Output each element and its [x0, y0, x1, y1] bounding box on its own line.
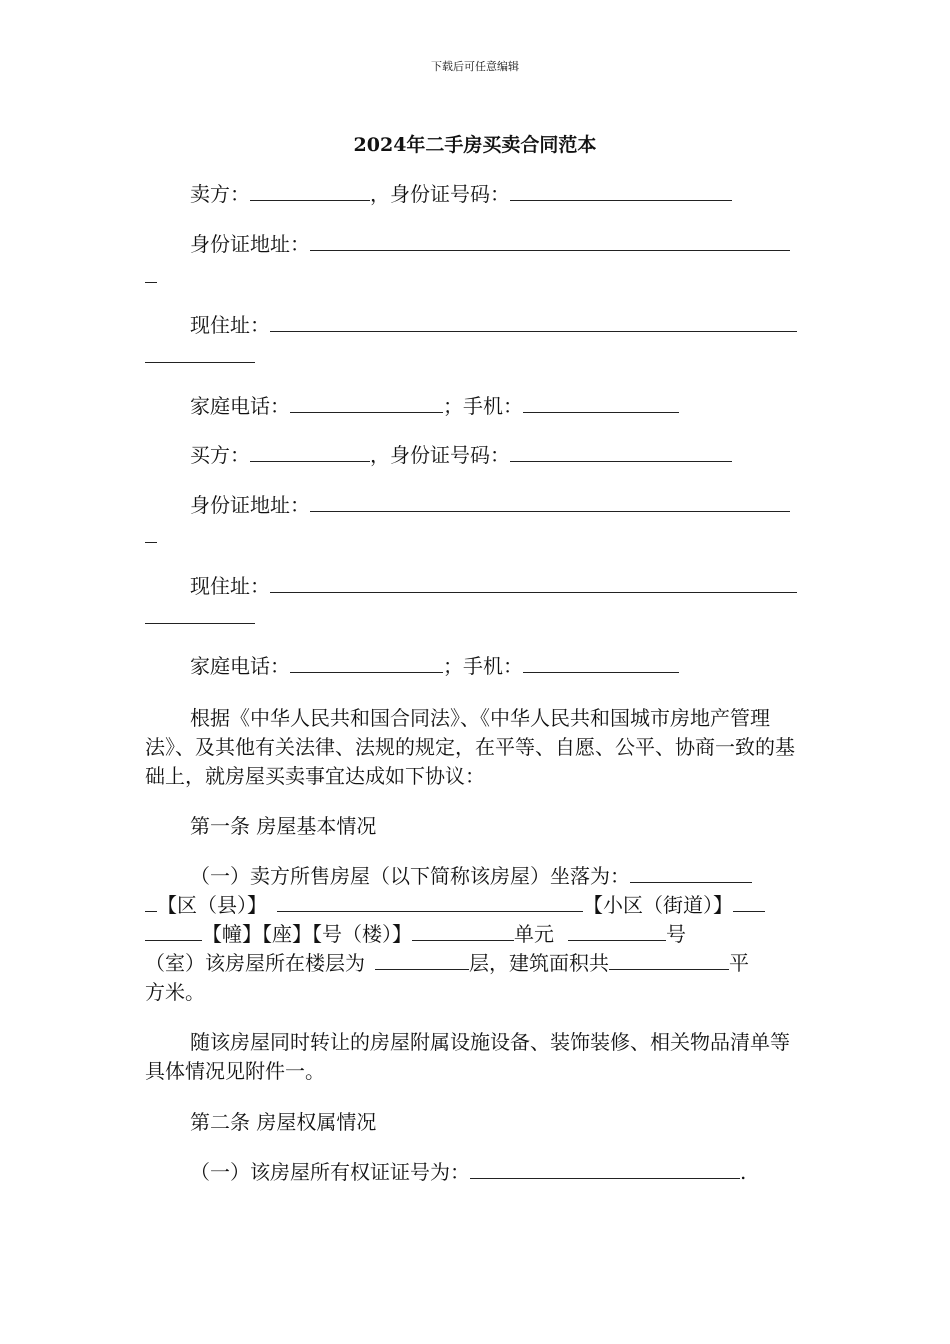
- buyer-mobile-blank[interactable]: [523, 652, 679, 673]
- seller-id-label: ，身份证号码：: [370, 182, 510, 206]
- seller-id-address-label: 身份证地址：: [190, 232, 310, 256]
- attachments-paragraph: 随该房屋同时转让的房屋附属设施设备、装饰装修、相关物品清单等具体情况见附件一。: [145, 1030, 790, 1083]
- seller-current-address-blank[interactable]: [270, 311, 797, 332]
- buyer-current-address-line: [190, 572, 850, 601]
- article2-item1-line: [190, 1158, 850, 1187]
- buyer-current-address-blank-cont[interactable]: [145, 603, 255, 624]
- seller-phone-line: [190, 392, 850, 421]
- building-label: 【幢】【座】【号（楼）】: [202, 922, 412, 946]
- seller-id-address-blank-cont[interactable]: [145, 262, 157, 283]
- buyer-home-phone-blank[interactable]: [290, 652, 443, 673]
- area-unit-tail: 平: [729, 951, 749, 975]
- buyer-mobile-label: ；手机：: [443, 654, 523, 678]
- community-blank-cont[interactable]: [145, 920, 202, 941]
- document-title: 2024年二手房买卖合同范本: [353, 134, 597, 156]
- seller-current-address-label: 现住址：: [190, 313, 270, 337]
- seller-label: 卖方：: [190, 182, 250, 206]
- buyer-name-blank[interactable]: [250, 441, 370, 462]
- buyer-phone-line: [190, 652, 850, 681]
- area-unit-line2: 方米。: [145, 980, 205, 1004]
- number-label: 号: [666, 922, 686, 946]
- seller-id-blank[interactable]: [510, 180, 732, 201]
- seller-name-blank[interactable]: [250, 180, 370, 201]
- buyer-line: [190, 441, 850, 470]
- seller-home-phone-label: 家庭电话：: [190, 394, 290, 418]
- intro-paragraph: 根据《中华人民共和国合同法》、《中华人民共和国城市房地产管理法》、及其他有关法律、法规的规定，在平等、自愿、公平、协商一致的基础上，就房屋买卖事宜达成如下协议：: [145, 706, 795, 788]
- buyer-current-address-label: 现住址：: [190, 574, 270, 598]
- floor-area-label: 层，建筑面积共: [469, 951, 609, 975]
- seller-current-address-blank-cont[interactable]: [145, 342, 255, 363]
- buyer-id-address-blank[interactable]: [310, 491, 790, 512]
- location-blank[interactable]: [630, 862, 752, 883]
- article2-heading: 第二条 房屋权属情况: [190, 1110, 377, 1134]
- buyer-id-address-line: [190, 491, 850, 520]
- seller-mobile-label: ；手机：: [443, 394, 523, 418]
- seller-current-address-line: [190, 311, 850, 340]
- community-blank[interactable]: [733, 891, 765, 912]
- unit-label: 单元: [514, 922, 554, 946]
- unit-blank[interactable]: [568, 920, 666, 941]
- floor-blank[interactable]: [375, 949, 469, 970]
- article2-item1-label: （一）该房屋所有权证证号为：: [190, 1160, 470, 1184]
- buyer-current-address-blank[interactable]: [270, 572, 797, 593]
- district-blank[interactable]: [277, 891, 583, 912]
- buyer-id-address-blank-cont[interactable]: [145, 522, 157, 543]
- community-label: 【小区（街道）】: [583, 893, 733, 917]
- article2-item1-end: .: [740, 1160, 747, 1184]
- location-blank-cont[interactable]: [145, 891, 157, 912]
- seller-id-address-cont: [145, 262, 805, 291]
- buyer-id-address-cont: [145, 522, 805, 551]
- header-note: 下载后可任意编辑: [431, 60, 519, 73]
- room-floor-label: （室）该房屋所在楼层为: [145, 951, 365, 975]
- buyer-home-phone-label: 家庭电话：: [190, 654, 290, 678]
- building-blank[interactable]: [412, 920, 514, 941]
- district-label: 【区（县）】: [157, 893, 267, 917]
- seller-home-phone-blank[interactable]: [290, 392, 443, 413]
- certificate-number-blank[interactable]: [470, 1158, 740, 1179]
- article1-item1-line3: [145, 920, 805, 949]
- article1-item1-line4: [145, 949, 805, 978]
- seller-line: [190, 180, 850, 209]
- buyer-id-address-label: 身份证地址：: [190, 493, 310, 517]
- area-blank[interactable]: [609, 949, 729, 970]
- seller-id-address-line: [190, 230, 850, 259]
- seller-current-address-cont: [145, 342, 805, 371]
- buyer-label: 买方：: [190, 443, 250, 467]
- article1-item1-intro: （一）卖方所售房屋（以下简称该房屋）坐落为：: [190, 864, 630, 888]
- seller-mobile-blank[interactable]: [523, 392, 679, 413]
- seller-id-address-blank[interactable]: [310, 230, 790, 251]
- article1-item1-line1: [190, 862, 850, 891]
- article1-heading: 第一条 房屋基本情况: [190, 814, 377, 838]
- article1-item1-line2: [145, 891, 805, 920]
- buyer-id-blank[interactable]: [510, 441, 732, 462]
- buyer-id-label: ，身份证号码：: [370, 443, 510, 467]
- buyer-current-address-cont: [145, 603, 805, 632]
